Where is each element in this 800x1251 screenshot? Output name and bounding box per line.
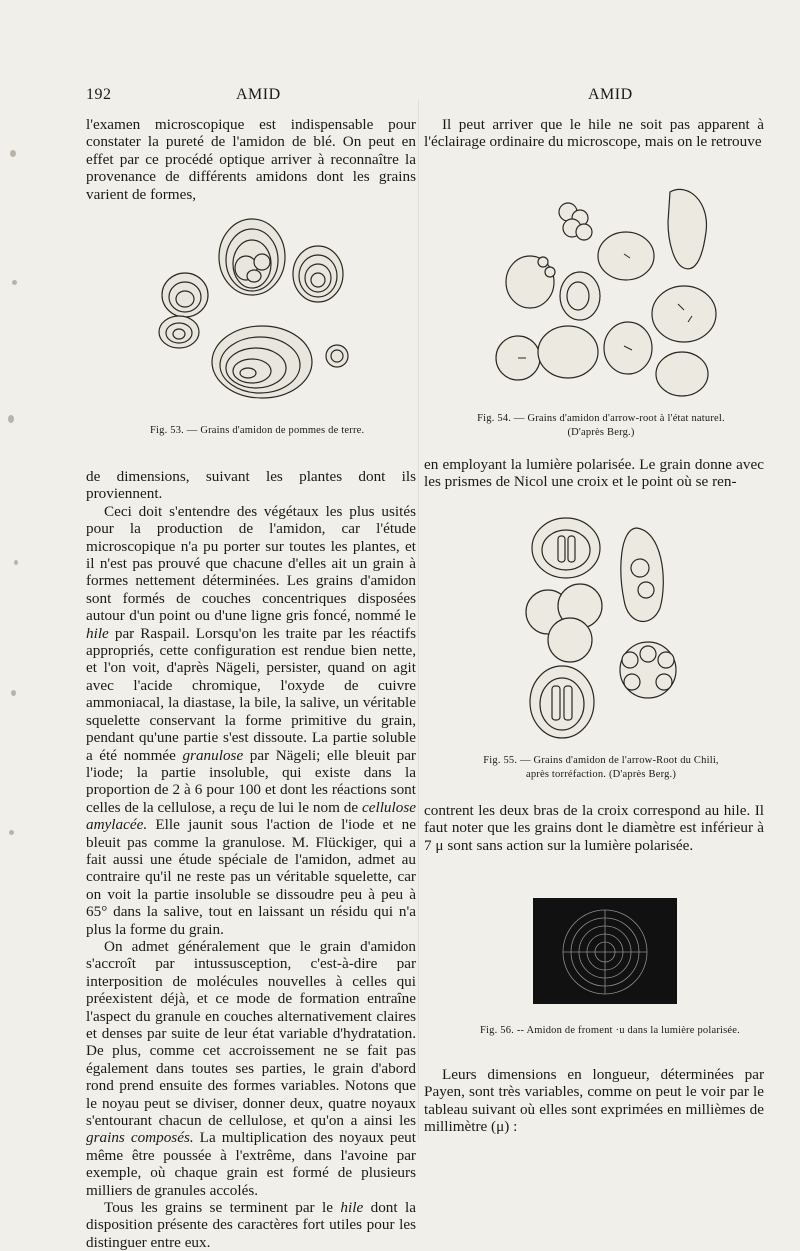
figure-54-arrowroot-starch [488,172,734,402]
paragraph: contrent les deux bras de la croix correspond au hile. Il faut noter que les grains dont le diamètre est inférieur à 7 μ sont sans action sur la lumière polarisée. [424,802,764,854]
paragraph: Il peut arriver que le hile ne soit pas apparent à l'éclairage ordinaire du microscope, mais on le retrouve [424,116,764,151]
paragraph: On admet généralement que le grain d'amidon s'accroît par intussusception, c'est-à-dire par interposition de molécules nouvelles à celles qui préexistent déjà, et ce mode de formation entraîne l'aspect du granule en couches alternativement claires et denses par suite de leur état variable d'hydratation. De plus, comme cet accroissement ne se fait pas également dans toutes ses parties, le grain d'abord rond prend ensuite des formes variables. Notons que le noyau peut se diviser, donner deux, quatre noyaux s'entourant chacun de cellulose, et qu'on a ainsi les grains composés. La multiplication des noyaux peut même être poussée à l'extrême, dans l'avoine par exemple, où chaque grain est formé de plusieurs milliers de granules accolés. [86,937,416,1199]
figure-54-caption: Fig. 54. — Grains d'amidon d'arrow-root à l'état naturel. (D'après Berg.) [477,413,725,438]
paper-speck [12,280,17,285]
paragraph: l'examen microscopique est indispensable pour constater la pureté de l'amidon de blé. On peut en effet par ce procédé optique arriver à reconnaître la provenance de différents amidons dont les grains varient de formes, [86,116,416,203]
running-title-right: AMID [588,86,633,103]
left-column-body [86,468,416,1251]
figure-55-caption: Fig. 55. — Grains d'amidon de l'arrow-Root du Chili, après torréfaction. (D'après Berg.) [483,755,719,780]
left-column-top [86,116,416,203]
column-gutter [418,100,419,1140]
paragraph: en employant la lumière polarisée. Le grain donne avec les prismes de Nicol une croix et le point où se ren- [424,456,764,491]
paragraph: de dimensions, suivant les plantes dont ils proviennent. [86,468,416,503]
paper-speck [10,150,16,157]
right-column-lower [424,802,764,854]
right-column-bottom [424,1066,764,1136]
paper-speck [14,560,18,565]
right-column-top [424,116,764,151]
figure-56-wheat-starch-polarized [533,898,677,1004]
figure-53-potato-starch [150,212,360,412]
paragraph: Tous les grains se terminent par le hile dont la disposition présente des caractères fort utiles pour les distinguer entre eux. [86,1199,416,1251]
paper-speck [11,690,16,696]
figure-53-caption: Fig. 53. — Grains d'amidon de pommes de terre. [150,425,365,436]
paper-speck [9,830,14,835]
paper-speck [8,415,14,423]
figure-56-caption: Fig. 56. -- Amidon de froment ·u dans la lumière polarisée. [480,1025,740,1036]
paragraph: Leurs dimensions en longueur, déterminées par Payen, sont très variables, comme on peut le voir par le tableau suivant où elles sont exprimées en millièmes de millimètre (μ) : [424,1066,764,1136]
figure-55-chile-arrowroot-grains [520,510,700,748]
paragraph: Ceci doit s'entendre des végétaux les plus usités pour la production de l'amidon, car l'étude microscopique n'a pu porter sur toutes les plantes, et il n'est pas prouvé que chacune d'elles ait un grain à formes nettement déterminées. Les grains d'amidon sont formés de couches concentriques disposées autour d'un point ou d'une ligne gris foncé, nommé le hile par Raspail. Lorsqu'on les traite par les réactifs appropriés, cette configuration est rendue bien nette, et l'on voit, d'après Nägeli, persister, quand on agit avec l'acide chromique, l'oxyde de cuivre ammoniacal, la diastase, la bile, la salive, un véritable squelette conservant la forme primitive du grain, pendant qu'une partie s'est dissoute. La partie soluble a été nommée granulose par Nägeli; elle bleuit par l'iode; la partie insoluble, qui existe dans la proportion de 2 à 6 pour 100 et dont les réactions sont celles de la cellulose, a reçu de lui le nom de cellulose amylacée. Elle jaunit sous l'action de l'iode et ne bleuit pas comme la granulose. M. Flückiger, qui a fait aussi une étude spéciale de l'amidon, admet au contraire qu'il ne reste pas un véritable squelette, car on voit la partie insoluble se dissoudre peu à peu à 65° dans la salive, tout en laissant un résidu qui n'a plus la forme du grain. [86,502,416,938]
page-number: 192 [86,86,112,103]
right-column-middle [424,456,764,491]
running-title-left: AMID [236,86,281,103]
